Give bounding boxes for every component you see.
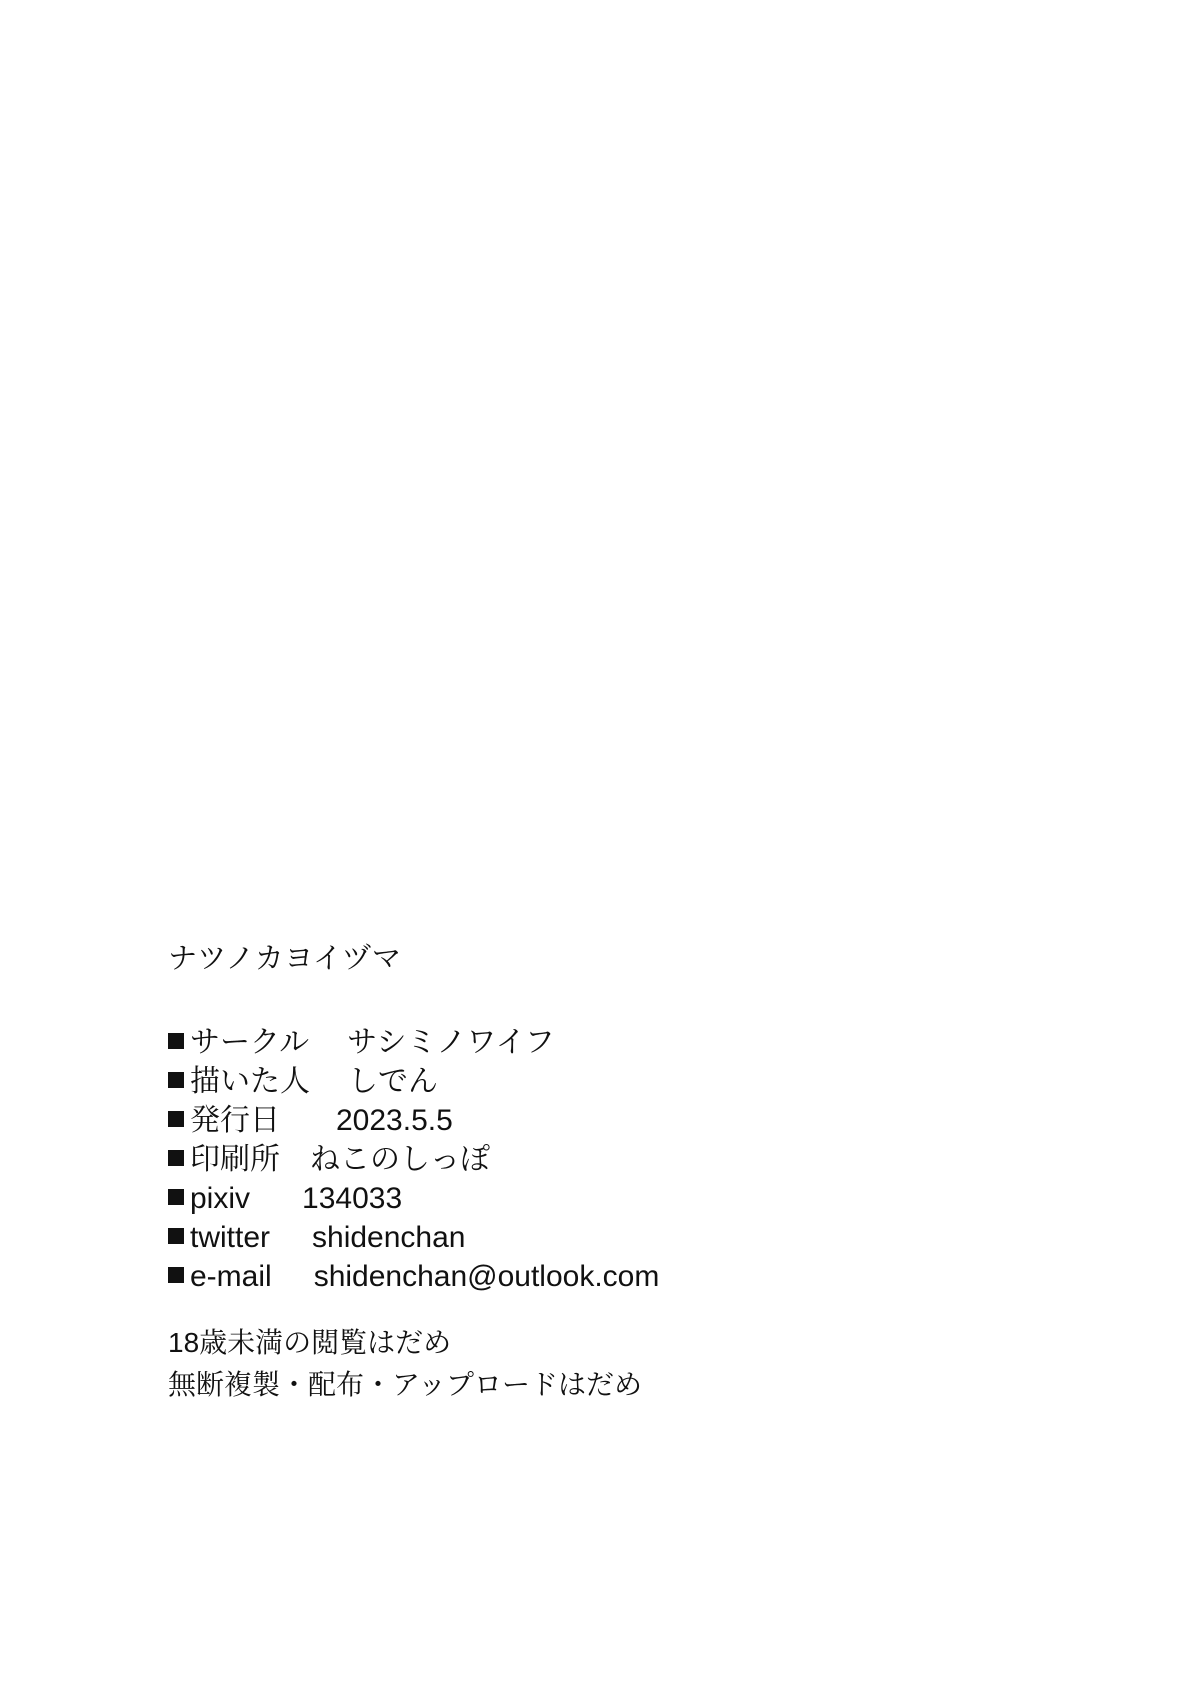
colophon-row-pixiv [168, 1179, 1068, 1218]
notice-age-restriction: 18歳未満の閲覧はだめ [168, 1327, 452, 1358]
square-bullet-icon [168, 1228, 184, 1244]
colophon-row-date [168, 1101, 1068, 1140]
square-bullet-icon [168, 1267, 184, 1283]
colophon-value-circle: サシミノワイフ [347, 1025, 555, 1059]
colophon-label-twitter: twitter [190, 1220, 271, 1254]
colophon-value-printer: ねこのしっぽ [310, 1142, 490, 1176]
colophon-value-artist: しでん [348, 1064, 438, 1098]
square-bullet-icon [168, 1189, 184, 1205]
colophon-label-email: e-mail [190, 1259, 272, 1293]
page-title: ナツノカヨイヅマ [168, 943, 402, 975]
colophon-value-date: 2023.5.5 [336, 1103, 453, 1137]
square-bullet-icon [168, 1111, 184, 1127]
colophon-label-date: 発行日 [190, 1103, 280, 1137]
colophon-row-twitter [168, 1218, 1068, 1257]
square-bullet-icon [168, 1072, 184, 1088]
colophon-value-email: shidenchan@outlook.com [313, 1259, 660, 1293]
notice-block [168, 1322, 1068, 1406]
square-bullet-icon [168, 1150, 184, 1166]
colophon-label-printer: 印刷所 [190, 1142, 280, 1176]
colophon-row-email [168, 1257, 1068, 1296]
colophon-row-artist [168, 1062, 1068, 1101]
square-bullet-icon [168, 1033, 184, 1049]
colophon-block [168, 942, 1068, 1296]
colophon-label-circle: サークル [190, 1025, 310, 1059]
colophon-info-list [168, 1023, 1068, 1296]
colophon-row-circle [168, 1023, 1068, 1062]
colophon-value-twitter: shidenchan [312, 1220, 466, 1254]
colophon-row-printer [168, 1140, 1068, 1179]
colophon-label-artist: 描いた人 [190, 1064, 310, 1098]
notice-no-reproduction: 無断複製・配布・アップロードはだめ [168, 1369, 643, 1400]
colophon-label-pixiv: pixiv [190, 1181, 251, 1215]
colophon-value-pixiv: 134033 [302, 1181, 403, 1215]
